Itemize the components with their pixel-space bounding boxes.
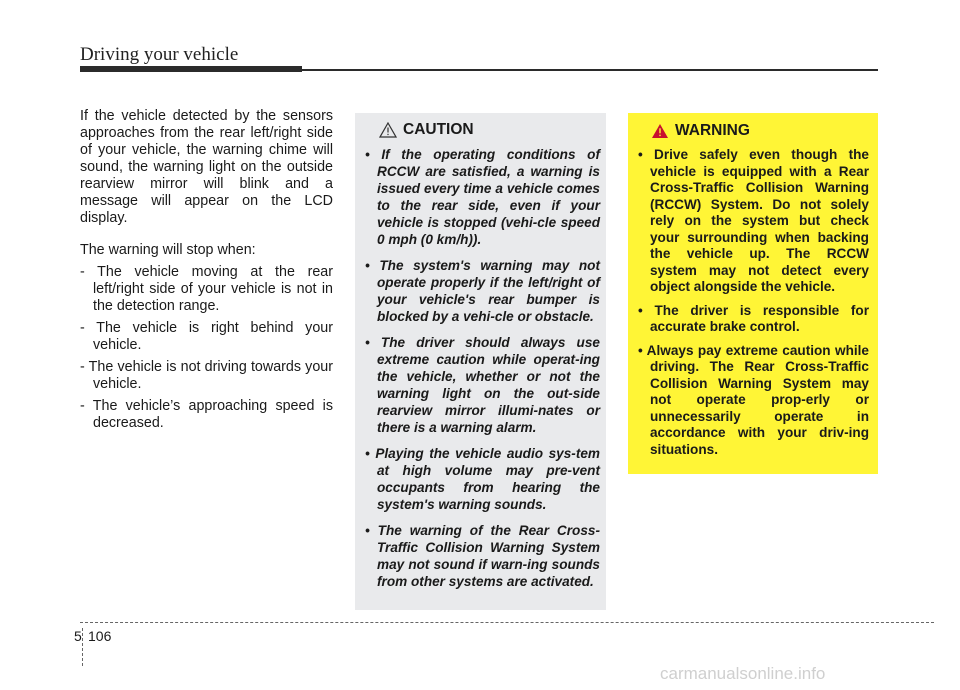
warning-box [628, 113, 878, 474]
list-item: • The warning of the Rear Cross-Traffic Collision Warning System may not sound if warn-ing sounds from other systems are activated. [365, 523, 600, 589]
caution-title: CAUTION [403, 121, 474, 138]
list-item: • Drive safely even though the vehicle is equipped with a Rear Cross-Traffic Collision Warning (RCCW) System. Do not solely rely on the system but check your surrounding when backing the vehicle up. The RCCW system may not detect every object alongside the vehicle. [638, 147, 869, 294]
list-item: • The driver is responsible for accurate brake control. [638, 302, 869, 334]
intro-paragraph: If the vehicle detected by the sensors approaches from the rear left/right side of your vehicle, the warning chime will sound, the warning light on the outside rearview mirror will blink and a message will appear on the LCD display. [80, 108, 333, 226]
list-item: • Always pay extreme caution while driving. The Rear Cross-Traffic Collision Warning System may not operate prop-erly or unnecessarily operate in accordance with your driv-ing situations. [638, 342, 869, 457]
page-number-separator [82, 628, 83, 666]
stop-conditions-list [80, 264, 333, 432]
caution-triangle-icon [379, 122, 397, 138]
caution-header [365, 121, 600, 139]
stop-heading: The warning will stop when: [80, 242, 256, 258]
list-item: • Playing the vehicle audio sys-tem at high volume may pre-vent occupants from hearing the system's warning sounds. [365, 446, 600, 512]
list-item: - The vehicle is right behind your vehicle. [80, 320, 333, 353]
list-item: • The driver should always use extreme caution while operat-ing the vehicle, whether or not the warning light on the out-side rearview mirror illumi-nates or there is a warning alarm. [365, 335, 600, 435]
warning-triangle-icon [651, 123, 669, 139]
page-title: Driving your vehicle [80, 44, 239, 65]
caution-list [365, 146, 600, 590]
list-item: - The vehicle moving at the rear left/right side of your vehicle is not in the detection range. [80, 264, 333, 314]
warning-list [638, 147, 869, 458]
section-number: 5 [74, 628, 82, 644]
list-item: - The vehicle’s approaching speed is decreased. [80, 398, 333, 431]
footer-rule [80, 622, 934, 623]
list-item: • The system's warning may not operate properly if the left/right of your vehicle's rear bumper is blocked by a vehi-cle or obstacle. [365, 258, 600, 324]
header-rule-thin [300, 69, 878, 71]
caution-box [355, 113, 606, 610]
warning-header [638, 122, 869, 140]
warning-title: WARNING [675, 122, 750, 139]
page-number: 106 [88, 628, 112, 644]
list-item: • If the operating conditions of RCCW are satisfied, a warning is issued every time a vehicle comes to the rear side, even if your vehicle is stopped (vehi-cle speed 0 mph (0 km/h)). [365, 147, 600, 247]
watermark: carmanualsonline.info [660, 664, 826, 683]
list-item: - The vehicle is not driving towards your vehicle. [80, 359, 333, 392]
body-text-column [80, 108, 333, 437]
header-rule-thick [80, 66, 302, 72]
